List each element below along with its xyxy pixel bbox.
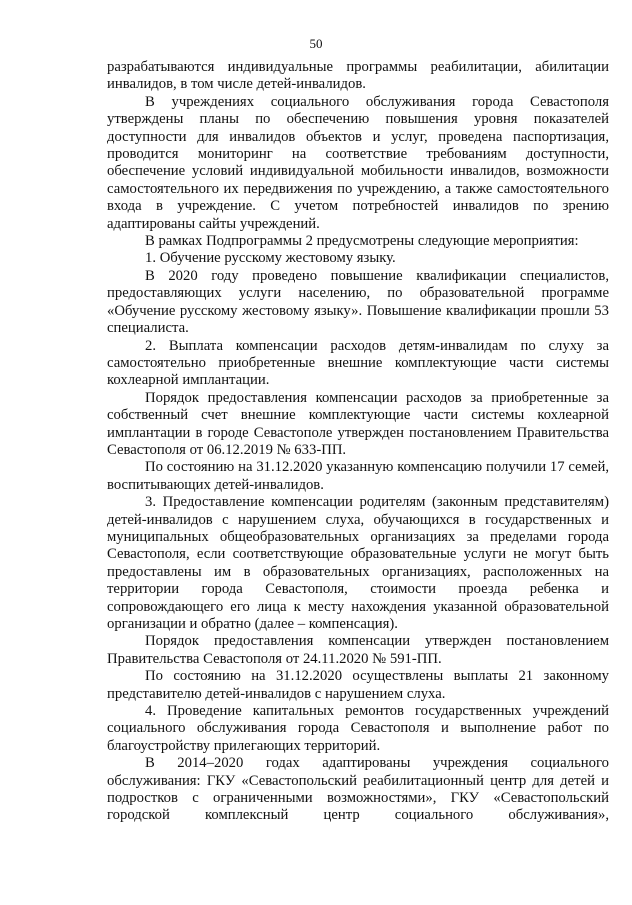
paragraph-cochlear-procedure: Порядок предоставления компенсации расходов за приобретенные за собственный счет внешние комплектующие части системы кохлеарной имплантации в городе Севастополе утвержден постановлением Правительства Севастополя от 06.12.2019 № 633-ПП. <box>107 389 609 458</box>
list-item-capital-repairs: 4. Проведение капитальных ремонтов государственных учреждений социального обслуживания города Севастополя и выполнение работ по благоустройству прилегающих территорий. <box>107 703 609 754</box>
list-item-cochlear-compensation: 2. Выплата компенсации расходов детям-инвалидам по слуху за самостоятельно приобретенные внешние комплектующие части системы кохлеарной имплантации. <box>107 337 609 389</box>
paragraph-travel-procedure: Порядок предоставления компенсации утвержден постановлением Правительства Севастополя от 24.11.2020 № 591-ПП. <box>107 633 609 667</box>
list-item-sign-language: 1. Обучение русскому жестовому языку. <box>145 250 396 267</box>
paragraph-subprogram-intro: В рамках Подпрограммы 2 предусмотрены следующие мероприятия: <box>145 233 579 250</box>
paragraph-cochlear-status: По состоянию на 31.12.2020 указанную компенсацию получили 17 семей, воспитывающих детей-инвалидов. <box>107 459 609 493</box>
paragraph-travel-status: По состоянию на 31.12.2020 осуществлены выплаты 21 законному представителю детей-инвалидов с нарушением слуха. <box>107 668 609 702</box>
paragraph-accessibility-measures: В учреждениях социального обслуживания города Севастополя утверждены планы по обеспечению повышения уровня показателей доступности для инвалидов объектов и услуг, проведена паспортизация, проводится мониторинг на соответствие требованиям доступности, обеспечение условий индивидуальной мобильности инвалидов, возможности самостоятельного их передвижения по учреждению, а также самостоятельного входа в учреждение. С учетом потребностей инвалидов по зрению адаптированы сайты учреждений. <box>107 93 609 232</box>
list-item-travel-compensation: 3. Предоставление компенсации родителям (законным представителям) детей-инвалидов с нарушением слуха, обучающихся в государственных и муниципальных общеобразовательных организациях за пределами города Севастополя, если соответствующие образовательные услуги не могут быть предоставлены им в образовательных организациях, расположенных на территории города Севастополя, стоимости проезда ребенка и сопровождающего его лица к месту нахождения указанной образовательной организации и обратно (далее – компенсация). <box>107 494 609 632</box>
page-number: 50 <box>309 36 323 51</box>
paragraph-continuation: разрабатываются индивидуальные программы реабилитации, абилитации инвалидов, в том числе детей-инвалидов. <box>107 59 609 93</box>
paragraph-adapted-institutions: В 2014–2020 годах адаптированы учреждения социального обслуживания: ГКУ «Севастопольский реабилитационный центр для детей и подростков с ограниченными возможностями», ГКУ «Севастопольский городской комплексный центр социального обслуживания», <box>107 755 609 824</box>
paragraph-sign-language-training: В 2020 году проведено повышение квалификации специалистов, предоставляющих услуги населению, по образовательной программе «Обучение русскому жестовому языку». Повышение квалификации прошли 53 специалиста. <box>107 267 609 337</box>
document-body <box>107 59 609 825</box>
